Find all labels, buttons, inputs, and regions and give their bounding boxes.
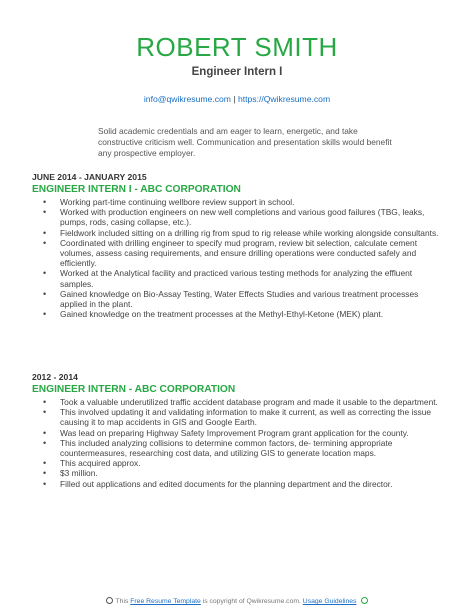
- job-title: ENGINEER INTERN I - ABC CORPORATION: [32, 184, 241, 195]
- list-item: • This acquired approx.: [32, 458, 442, 468]
- email-link[interactable]: info@qwikresume.com: [143, 94, 231, 104]
- list-item: • Filled out applications and edited documents for the planning department and the director.: [32, 479, 442, 489]
- job-bullets: [32, 397, 442, 489]
- list-item: • Fieldwork included sitting on a drilling rig from spud to rig release while working alongside consultants.: [32, 228, 442, 238]
- job-bullets: [32, 197, 442, 319]
- footer-copyright: is copyright of Qwikresume.com.: [202, 598, 301, 605]
- job-dates: JUNE 2014 - JANUARY 2015: [32, 172, 147, 182]
- list-item: • Was lead on preparing Highway Safety Improvement Program grant application for the county.: [32, 428, 442, 438]
- list-item: • Worked at the Analytical facility and practiced various testing methods for analyzing the effluent samples.: [32, 268, 442, 288]
- candidate-role: Engineer Intern I: [191, 66, 283, 78]
- free-resume-template-link[interactable]: Free Resume Template: [130, 598, 201, 605]
- list-item: • Gained knowledge on the treatment processes at the Methyl-Ethyl-Ketone (MEK) plant.: [32, 309, 442, 319]
- website-link[interactable]: https://Qwikresume.com: [237, 94, 331, 104]
- job-dates: 2012 - 2014: [32, 372, 78, 382]
- footer: [0, 597, 474, 606]
- contact-separator: |: [233, 94, 236, 104]
- summary-text: Solid academic credentials and am eager to learn, energetic, and take constructive criticism well. Communication and presentation skills would benefit any prospective employer.: [98, 126, 392, 158]
- list-item: • Worked with production engineers on new well completions and various good failures (TBG, leaks, pumps, rods, casing collapse, etc.).: [32, 207, 442, 227]
- footer-prefix: This: [115, 598, 129, 605]
- usage-guidelines-link[interactable]: Usage Guidelines: [302, 598, 357, 605]
- list-item: • Working part-time continuing wellbore review support in school.: [32, 197, 442, 207]
- qwikresume-mark-icon: [361, 597, 368, 604]
- list-item: • Gained knowledge on Bio-Assay Testing, Water Effects Studies and various treatment processes applied in the plant.: [32, 289, 442, 309]
- list-item: • This included analyzing collisions to determine common factors, de- termining appropriate countermeasures, researching cost data, and utilizing GIS to generate location maps.: [32, 438, 442, 458]
- qwikresume-logo-icon: [106, 597, 113, 604]
- experience-section-1: [32, 172, 442, 319]
- list-item: • Coordinated with drilling engineer to specify mud program, review bit selection, calculate cement volumes, assess casing requirements, and ensure drilling operations were conducted safely and efficiently.: [32, 238, 442, 269]
- contact-line: [0, 93, 474, 105]
- list-item: • $3 million.: [32, 468, 442, 478]
- list-item: • Took a valuable underutilized traffic accident database program and made it usable to the department.: [32, 397, 442, 407]
- experience-section-2: [32, 372, 442, 489]
- job-title: ENGINEER INTERN - ABC CORPORATION: [32, 384, 236, 395]
- resume-header: [0, 0, 474, 105]
- list-item: • This involved updating it and validating information to make it current, as well as correcting the issue causing it to map accidents in GIS and Google Earth.: [32, 407, 442, 427]
- candidate-name: ROBERT SMITH: [136, 32, 338, 62]
